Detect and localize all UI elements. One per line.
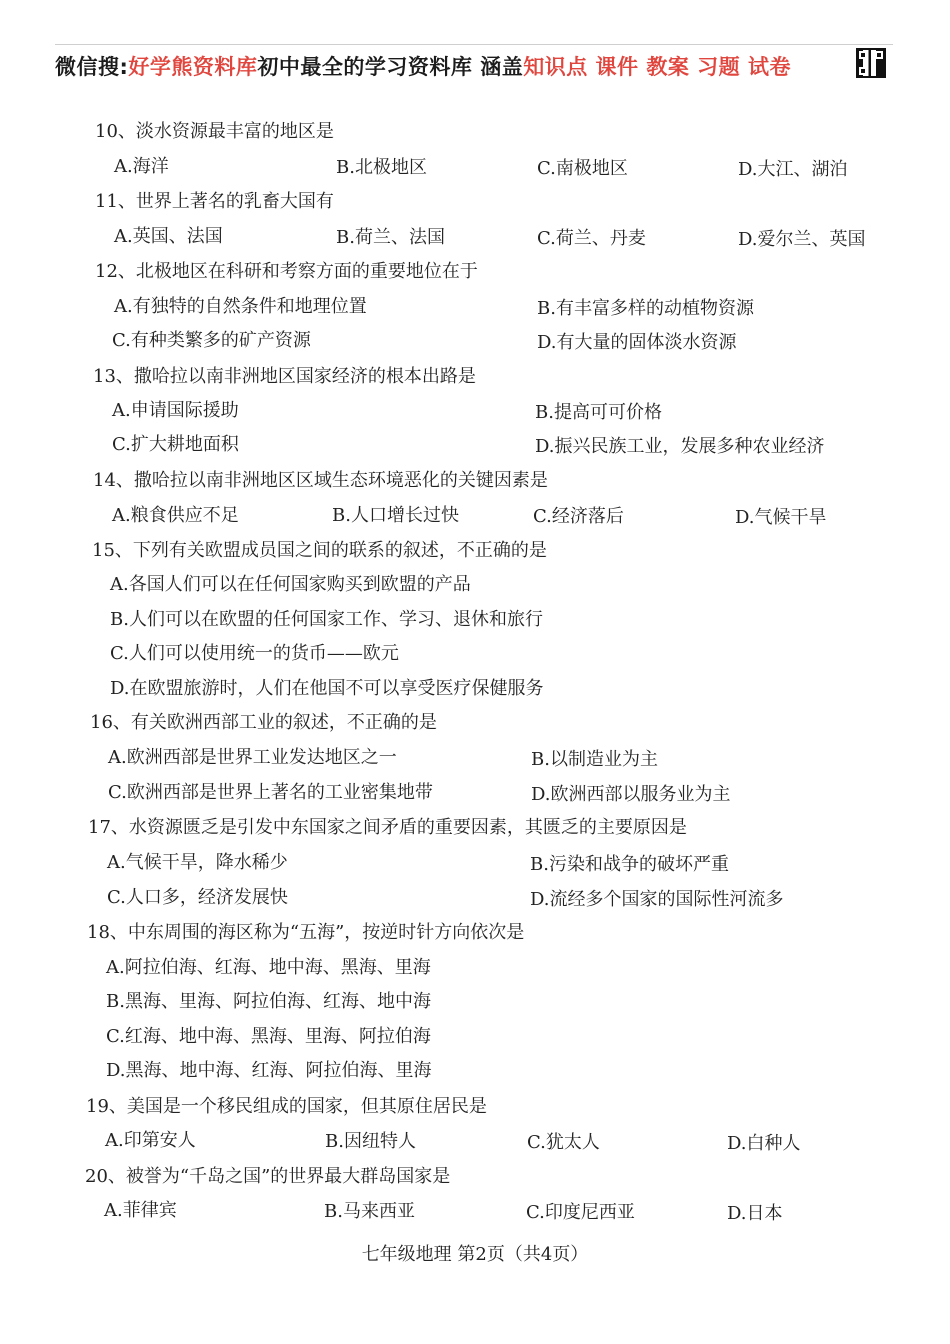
option-17-d: D.流经多个国家的国际性河流多 xyxy=(530,889,784,910)
option-11-d: D.爱尔兰、英国 xyxy=(738,229,866,250)
question-13: 13、撒哈拉以南非洲地区国家经济的根本出路是 xyxy=(93,366,476,387)
question-19: 19、美国是一个移民组成的国家，但其原住居民是 xyxy=(86,1096,487,1117)
question-17: 17、水资源匮乏是引发中东国家之间矛盾的重要因素，其匮乏的主要原因是 xyxy=(88,817,687,838)
option-10-a: A.海洋 xyxy=(114,156,169,177)
option-14-b: B.人口增长过快 xyxy=(332,505,459,526)
option-18-b: B.黑海、里海、阿拉伯海、红海、地中海 xyxy=(106,991,431,1012)
option-11-c: C.荷兰、丹麦 xyxy=(537,228,646,249)
option-11-b: B.荷兰、法国 xyxy=(336,227,445,248)
option-20-c: C.印度尼西亚 xyxy=(526,1202,635,1223)
option-18-c: C.红海、地中海、黑海、里海、阿拉伯海 xyxy=(106,1026,431,1047)
option-12-b: B.有丰富多样的动植物资源 xyxy=(537,298,754,319)
option-17-a: A.气候干旱，降水稀少 xyxy=(107,852,288,873)
option-13-c: C.扩大耕地面积 xyxy=(112,434,239,455)
option-10-b: B.北极地区 xyxy=(336,157,427,178)
option-12-c: C.有种类繁多的矿产资源 xyxy=(112,330,311,351)
option-19-a: A.印第安人 xyxy=(105,1130,196,1151)
option-15-c: C.人们可以使用统一的货币——欧元 xyxy=(110,643,399,664)
option-19-d: D.白种人 xyxy=(727,1133,801,1154)
option-13-b: B.提高可可价格 xyxy=(535,402,662,423)
option-16-a: A.欧洲西部是世界工业发达地区之一 xyxy=(108,747,397,768)
option-14-c: C.经济落后 xyxy=(533,506,624,527)
option-13-a: A.申请国际援助 xyxy=(112,400,239,421)
banner-brand: 好学熊资料库 xyxy=(128,55,258,79)
option-20-d: D.日本 xyxy=(727,1203,783,1224)
banner-tagline: 初中最全的学习资料库 涵盖 xyxy=(257,55,524,79)
option-20-a: A.菲律宾 xyxy=(104,1200,177,1221)
option-16-d: D.欧洲西部以服务业为主 xyxy=(531,784,731,805)
option-16-c: C.欧洲西部是世界上著名的工业密集地带 xyxy=(108,782,433,803)
qr-code-icon xyxy=(856,48,886,78)
header-banner xyxy=(55,44,893,87)
question-20: 20、被誉为“千岛之国”的世界最大群岛国家是 xyxy=(85,1166,451,1187)
option-16-b: B.以制造业为主 xyxy=(531,749,658,770)
question-11: 11、世界上著名的乳畜大国有 xyxy=(95,191,334,212)
option-12-d: D.有大量的固体淡水资源 xyxy=(537,332,737,353)
option-13-d: D.振兴民族工业，发展多种农业经济 xyxy=(535,436,825,457)
option-17-b: B.污染和战争的破坏严重 xyxy=(530,854,729,875)
option-11-a: A.英国、法国 xyxy=(114,226,223,247)
option-18-a: A.阿拉伯海、红海、地中海、黑海、里海 xyxy=(106,957,431,978)
question-10: 10、淡水资源最丰富的地区是 xyxy=(95,121,334,142)
question-14: 14、撒哈拉以南非洲地区区域生态环境恶化的关键因素是 xyxy=(93,470,548,491)
option-15-b: B.人们可以在欧盟的任何国家工作、学习、退休和旅行 xyxy=(110,609,543,630)
question-16: 16、有关欧洲西部工业的叙述，不正确的是 xyxy=(90,712,437,733)
banner-search-label: 微信搜: xyxy=(55,55,129,79)
option-15-d: D.在欧盟旅游时，人们在他国不可以享受医疗保健服务 xyxy=(110,678,544,699)
option-10-c: C.南极地区 xyxy=(537,158,628,179)
option-19-b: B.因纽特人 xyxy=(325,1131,416,1152)
option-14-a: A.粮食供应不足 xyxy=(112,505,239,526)
option-12-a: A.有独特的自然条件和地理位置 xyxy=(114,296,367,317)
option-15-a: A.各国人们可以在任何国家购买到欧盟的产品 xyxy=(110,574,471,595)
question-18: 18、中东周围的海区称为“五海”，按逆时针方向依次是 xyxy=(87,922,525,943)
option-17-c: C.人口多，经济发展快 xyxy=(107,887,288,908)
question-12: 12、北极地区在科研和考察方面的重要地位在于 xyxy=(95,261,478,282)
question-15: 15、下列有关欧盟成员国之间的联系的叙述，不正确的是 xyxy=(92,540,547,561)
option-19-c: C.犹太人 xyxy=(527,1132,600,1153)
option-14-d: D.气候干旱 xyxy=(735,507,827,528)
option-10-d: D.大江、湖泊 xyxy=(738,159,848,180)
option-20-b: B.马来西亚 xyxy=(324,1201,415,1222)
banner-categories: 知识点 课件 教案 习题 试卷 xyxy=(523,55,791,79)
option-18-d: D.黑海、地中海、红海、阿拉伯海、里海 xyxy=(106,1060,432,1081)
page-footer: 七年级地理 第2页（共4页） xyxy=(361,1244,589,1265)
